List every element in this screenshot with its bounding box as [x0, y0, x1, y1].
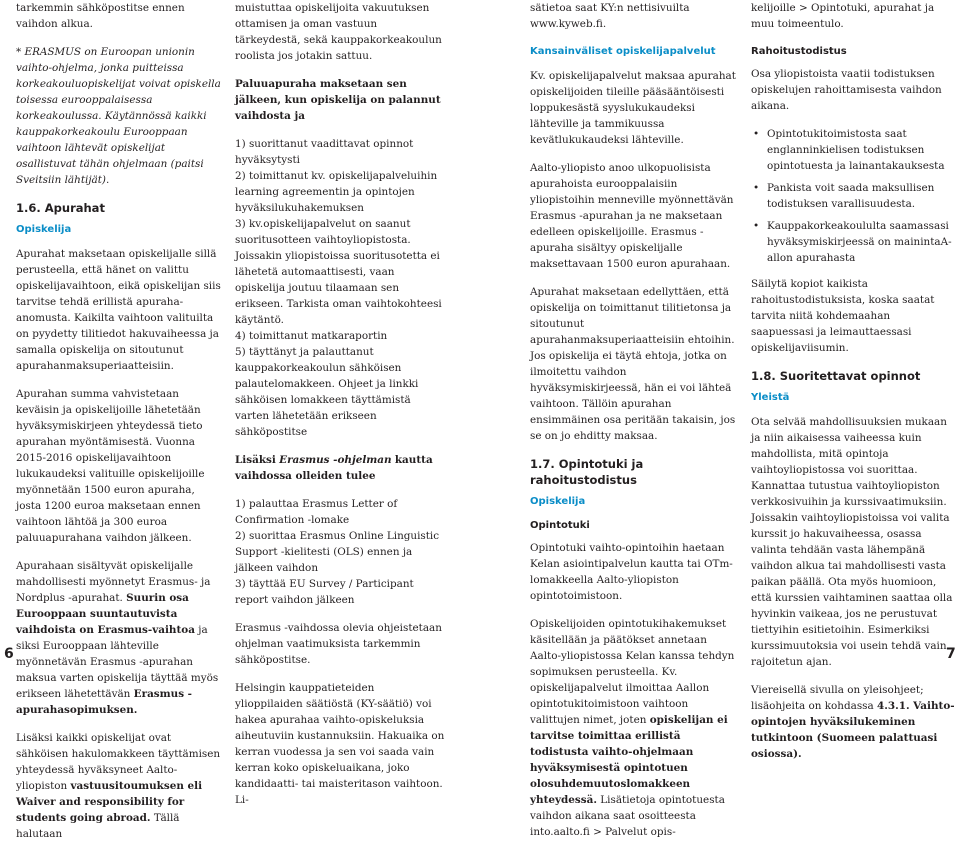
list-item: 1) suorittanut vaadittavat opinnot hyväksytysti: [235, 138, 414, 166]
text-run: Tällä halutaan: [16, 812, 180, 840]
col4-top-text: kelijoille > Opintotuki, apurahat ja muu toimeentulo.: [751, 2, 935, 30]
paragraph: Opintotuki vaihto-opintoihin haetaan Kelan asiointipalvelun kautta tai OTm-lomakkeella Aalto-yliopiston opintotoimistoon.: [530, 542, 733, 602]
paragraph: Ota selvää mahdollisuuksien mukaan ja niin aikaisessa vaiheessa kuin mahdollista, mitä opintoja vaihtoyliopistossa voi suorittaa. Kannattaa tutustua vaihtoyliopiston verkkosivuihin ja kurssivaatimuksiin. Joissakin vaihtoyliopistoissa voi valita kurssit jo hakuvaiheessa, osassa valinta tehdään vasta lähempänä vaihdon alkua tai mahdollisesti vasta paikan päällä. Ota myös huomioon, että kurssien vaihtaminen saattaa olla hyvinkin vaikeaa, jos ne perustuvat tiettyihin esitietoihin. Esimerkiksi kurssimuutoksia voi usein tehdä vain rajoitetun ajan.: [751, 416, 953, 668]
bold-italic-text: Erasmus -ohjelman: [279, 454, 392, 466]
paragraph: Apurahan summa vahvistetaan keväisin ja opiskelijoille lähetetään hyväksymiskirjeen yhteydessä tieto apurahan myöntämisestä. Vuonna 2015-2016 opiskelijavaihtoon lukukaudeksi valituille opiskelijoille myönnetään 1500 euron apuraha, josta 1200 euroa maksetaan ennen vaihtoon lähtöä ja 300 euroa paluuapurahana vaihdon jälkeen.: [16, 388, 205, 544]
subheading-yleista: Yleistä: [751, 392, 790, 403]
list-item: 2) suorittaa Erasmus Online Linguistic Support -kielitesti (OLS) ennen ja jälkeen vaihdon: [235, 530, 440, 574]
section-heading-1-8: 1.8. Suoritettavat opinnot: [751, 369, 921, 383]
list-item: 3) kv.opiskelijapalvelut on saanut suoritusotteen vaihtoyliopistosta. Joissakin yliopistoissa suoritusotetta ei lähetetä automaattisesti, vaan opiskelija joutuu tilaamaan sen erikseen. Tarkista oman vaihtokohteesi käytäntö.: [235, 218, 442, 326]
text-run: Opiskelijoiden opintotukihakemukset käsitellään ja päätökset annetaan Aalto-yliopistossa Kelan kanssa tehdyn sopimuksen perusteella. Kv. opiskelijapalvelut ilmoittaa Aallon opintotukitoimistoon vaihtoon valittujen nimet, joten: [530, 618, 735, 726]
column-4: [751, 0, 956, 774]
subheading-opiskelija: Opiskelija: [530, 496, 586, 507]
list-item: 3) täyttää EU Survey / Participant report vaihdon jälkeen: [235, 578, 414, 606]
paragraph: Erasmus -vaihdossa olevia ohjeistetaan ohjelman vaatimuksista tarkemmin sähköpostitse.: [235, 622, 442, 666]
subheading-opiskelija: Opiskelija: [16, 224, 72, 235]
text-run: ja siksi Eurooppaan lähteville myönnetävän Erasmus -apurahan maksua varten opiskelija täyttää myös erikseen lähetettävän: [16, 624, 219, 700]
paragraph: Apurahat maksetaan edellyttäen, että opiskelija on toimittanut tilitietonsa ja sitoutunut apurahanmaksuperiaatteisiin ehtoihin. Jos opiskelija ei täytä ehtoja, jotka on ilmoitettu vaihdon hyväksymiskirjeessä, hän ei voi lähteä vaihtoon. Tällöin apurahan ensimmäinen osa peritään takaisin, jos se on jo ehditty maksaa.: [530, 286, 736, 442]
steps-list: [235, 136, 445, 440]
column-2: [235, 0, 445, 820]
subheading-opintotuki: Opintotuki: [530, 520, 590, 531]
list-item: 2) toimittanut kv. opiskelijapalveluihin learning agreementin ja opintojen hyväksilukuhakemuksen: [235, 170, 438, 214]
paragraph: [530, 616, 738, 840]
list-item: 5) täyttänyt ja palauttanut kauppakorkeakoulun sähköisen palautelomakkeen. Ohjeet ja linkki sähköisen lomakkeen täyttämistä varten lähetetään erikseen sähköpostitse: [235, 346, 419, 438]
bold-text: Erasmus -apurahasopimuksen.: [16, 688, 192, 716]
bullet-list: [751, 126, 956, 266]
section-heading-1-7: 1.7. Opintotuki ja rahoitustodistus: [530, 457, 644, 487]
erasmus-heading: [235, 452, 445, 484]
paragraph: Helsingin kauppatieteiden ylioppilaiden säätiöstä (KY-säätiö) voi hakea apurahaa vaihto-opiskeluksia aiheutuviin kustannuksiin. Hakuaika on kerran vuodessa ja sen voi saada vain kerran koko opiskeluaikana, joko kandidaatti- tai maisteritason vaihtoon. Li-: [235, 682, 445, 806]
list-item: • Opintotukitoimistosta saat englanninkielisen todistuksen opintotuesta ja lainantakauksesta: [751, 126, 956, 174]
paragraph: Kv. opiskelijapalvelut maksaa apurahat opiskelijoiden tileille pääsääntöisesti loppukesästä syyslukukaudeksi lähteville ja tammikuussa kevätlukukaudeksi lähteville.: [530, 70, 736, 146]
column-3: [530, 0, 738, 852]
paragraph: [235, 76, 445, 124]
erasmus-steps-list: [235, 496, 445, 608]
bold-text: 4.3.1. Vaihto-opintojen hyväksilukeminen tutkintoon (Suomeen palattuasi osiossa).: [751, 700, 955, 760]
bold-text: opiskelijan ei tarvitse toimittaa erillistä todistusta vaihto-ohjelmaan hyväksymisestä opintotuen olosuhdemuutoslomakkeen yhteydessä.: [530, 714, 728, 806]
col3-top-text: sätietoa saat KY:n nettisivuilta www.kyweb.fi.: [530, 2, 690, 30]
list-item: 4) toimittanut matkaraportin: [235, 330, 388, 342]
paragraph: Apurahat maksetaan opiskelijalle sillä perusteella, että hänet on valittu opiskelijavaihtoon, eikä opiskelijan siis tarvitse tehdä erillistä apuraha-anomusta. Kaikilta vaihtoon valituilta on pyydetty tilitiedot hakuvaiheessa ja samalla opiskelija on sitoutunut apurahanmaksuperiaatteisiin.: [16, 248, 221, 372]
page-number-left: 6: [4, 646, 14, 662]
col1-top-text: tarkemmin sähköpostitse ennen vaihdon alkua.: [16, 2, 185, 30]
col2-top-text: muistuttaa opiskelijoita vakuutuksen ottamisen ja oman vastuun tärkeydestä, sekä kauppakorkeakoulun roolista jos jotakin sattuu.: [235, 2, 442, 62]
bold-text: kautta vaihdossa olleiden tulee: [235, 454, 433, 482]
paragraph: Aalto-yliopisto anoo ulkopuolisista apurahoista eurooppalaisiin yliopistoihin menneville myönnettävän Erasmus -apurahan ja ne maksetaan edelleen opiskelijoille. Erasmus -apuraha sisältyy opiskelijalle maksettavaan 1500 euron apurahaan.: [530, 162, 734, 270]
text-run: Lisäksi kaikki opiskelijat ovat sähköisen hakulomakkeen täyttämisen yhteydessä hyväksyneet Aalto-yliopiston: [16, 732, 221, 792]
page-number-right: 7: [946, 646, 956, 662]
erasmus-footnote: * ERASMUS on Euroopan unionin vaihto-ohjelma, jonka puitteissa korkeakouluopiskelijat voivat opiskella toisessa eurooppalaisessa korkeakoulussa. Käytännössä kaikki kauppakorkeakoulu Eurooppaan vaihtoon lähtevät opiskelijat osallistuvat tähän ohjelmaan (paitsi Sveitsiin lähtijät).: [16, 46, 221, 186]
section-heading-1-6: 1.6. Apurahat: [16, 201, 105, 215]
list-item: 1) palauttaa Erasmus Letter of Confirmation -lomake: [235, 498, 398, 526]
list-item: • Pankista voit saada maksullisen todistuksen varallisuudesta.: [751, 180, 956, 212]
text-run: Lisätietoja opintotuesta vaihdon aikana saat osoitteesta into.aalto.fi > Palvelut opis-: [530, 794, 725, 838]
bold-text: Lisäksi: [235, 454, 276, 466]
subheading-kv-palvelut: Kansainväliset opiskelijapalvelut: [530, 46, 716, 57]
paragraph: [16, 730, 221, 842]
list-item: • Kauppakorkeakoululta saamassasi hyväksymiskirjeessä on mainintaA-allon apurahasta: [751, 218, 956, 266]
bold-text: Suurin osa Eurooppaan suuntautuvista vaihdoista on Erasmus-vaihtoa: [16, 592, 195, 636]
column-1: [16, 0, 221, 854]
paragraph: [751, 682, 956, 762]
bold-text: Paluuapuraha maksetaan sen jälkeen, kun opiskelija on palannut vaihdosta ja: [235, 78, 441, 122]
text-run: Viereisellä sivulla on yleisohjeet; lisäohjeita on kohdassa: [751, 684, 924, 712]
subheading-rahoitustodistus: Rahoitustodistus: [751, 46, 847, 57]
paragraph: Säilytä kopiot kaikista rahoitustodistuksista, koska saatat tarvita niitä kohdemaahan saapuessasi ja leimauttaessasi opiskelijaviisumin.: [751, 278, 935, 354]
bold-text: vastuusitoumuksen eli Waiver and responsibility for students going abroad.: [16, 780, 203, 824]
paragraph: [16, 558, 221, 718]
paragraph: Osa yliopistoista vaatii todistuksen opiskelujen rahoittamisesta vaihdon aikana.: [751, 68, 942, 112]
text-run: Apurahaan sisältyvät opiskelijalle mahdollisesti myönnetyt Erasmus- ja Nordplus -apurahat.: [16, 560, 211, 604]
